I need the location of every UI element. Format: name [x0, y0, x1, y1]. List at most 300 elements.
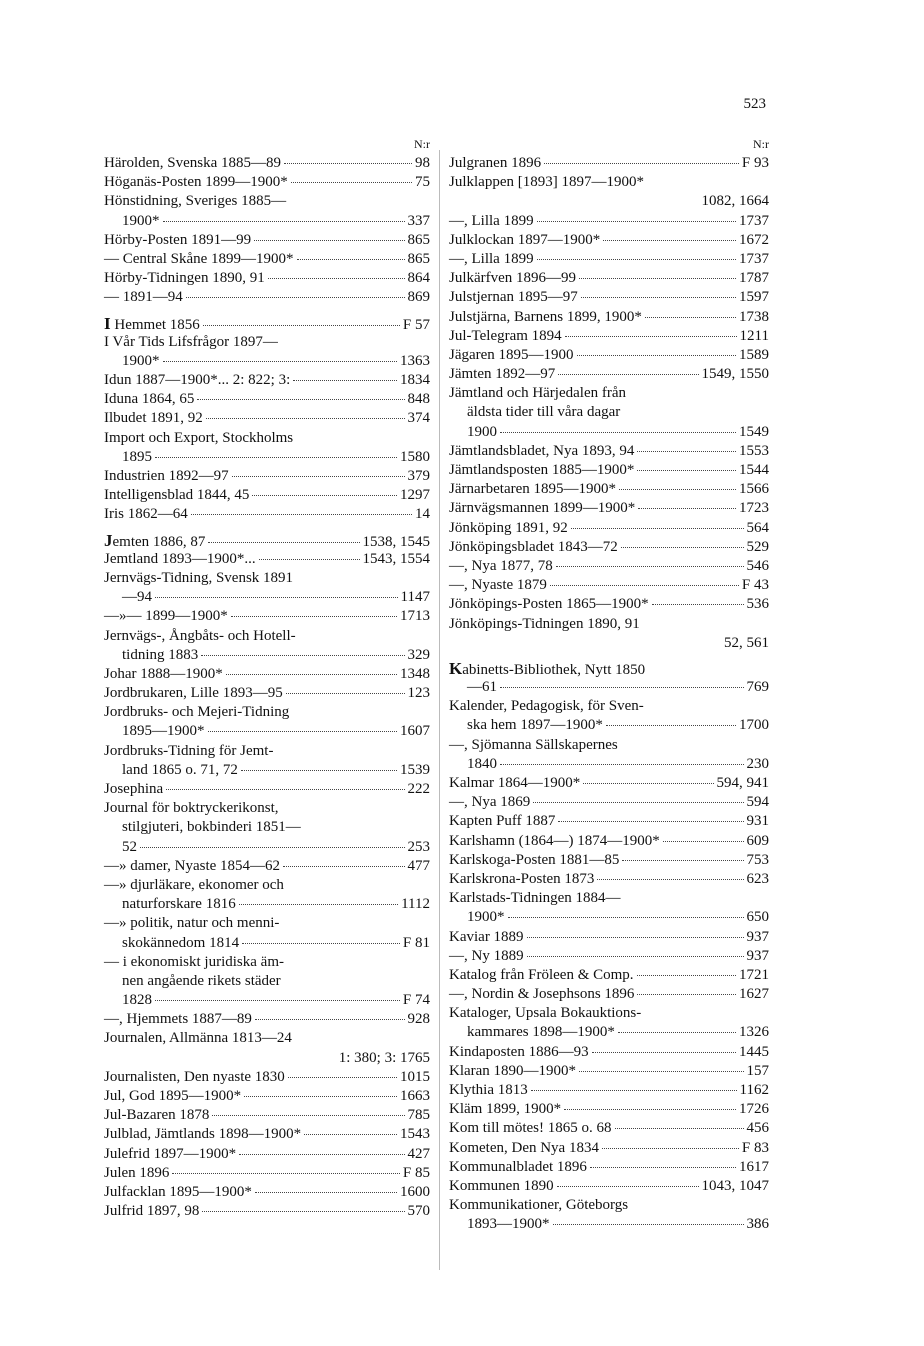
entry-title: —, Hjemmets 1887—89: [104, 1011, 252, 1028]
entry-title: Julefrid 1897—1900*: [104, 1145, 237, 1162]
entry-title: —»— 1899—1900*: [104, 608, 228, 625]
dot-leader: [583, 783, 713, 784]
entry-title-line: Jernvägs-, Ångbåts- och Hotell-: [104, 627, 296, 644]
entry-title: Intelligensblad 1844, 45: [104, 487, 250, 504]
entry-title: 52: [122, 838, 137, 855]
index-entry: [449, 423, 769, 442]
dot-leader: [556, 566, 744, 567]
dot-leader: [297, 259, 405, 260]
dot-leader: [242, 943, 400, 944]
index-entry: [449, 985, 769, 1004]
dot-leader: [286, 693, 405, 694]
dot-leader: [619, 489, 736, 490]
dot-leader: [293, 380, 397, 381]
index-entry: [449, 576, 769, 595]
index-entry: [104, 154, 430, 173]
index-entry: [449, 212, 769, 231]
entry-number: 123: [407, 685, 430, 702]
entry-title: Julen 1896: [104, 1164, 170, 1181]
index-entry: [449, 154, 769, 173]
index-entry: [104, 934, 430, 953]
entry-title: 1893—1900*: [467, 1216, 550, 1233]
index-entry: [449, 1081, 769, 1100]
entry-number: 379: [407, 468, 430, 484]
entry-number: 1738: [739, 308, 769, 325]
dot-leader: [550, 585, 739, 586]
entry-number: 337: [407, 212, 430, 229]
index-entry: [449, 928, 769, 947]
dot-leader: [602, 1148, 739, 1149]
entry-number: 1737: [739, 250, 769, 267]
entry-number: 1721: [739, 966, 769, 983]
entry-number: 928: [407, 1011, 430, 1028]
entry-title: —, Nya 1869: [449, 794, 531, 811]
entry-number: 427: [407, 1145, 430, 1162]
entry-number: 1723: [739, 500, 769, 517]
entry-number: F 83: [741, 1139, 769, 1156]
index-entry: [104, 780, 430, 799]
entry-title: 1840: [467, 755, 497, 772]
entry-title-line: Kataloger, Upsala Bokauktions-: [449, 1005, 642, 1022]
entry-number: 594: [746, 794, 769, 811]
index-entry: [104, 684, 430, 703]
entry-title: —, Ny 1889: [449, 947, 524, 964]
entry-number: 529: [746, 538, 769, 555]
dot-leader: [284, 163, 412, 164]
dot-leader: [197, 399, 404, 400]
page-number: 523: [743, 96, 766, 112]
entry-title: —» damer, Nyaste 1854—62: [104, 857, 281, 874]
index-entry: [449, 1177, 769, 1196]
dot-leader: [259, 559, 360, 560]
index-entry: [104, 665, 430, 684]
entry-title: Kommunen 1890: [449, 1177, 554, 1194]
index-entry: [104, 1087, 430, 1106]
entry-number: 374: [407, 410, 430, 427]
entry-number: 1713: [400, 608, 430, 625]
dot-leader: [208, 731, 398, 732]
entry-title: Jönköping 1891, 92: [449, 519, 568, 536]
entry-title-line: Jönköpings-Tidningen 1890, 91: [449, 615, 640, 632]
entry-title-line: Hönstidning, Sveriges 1885—: [104, 193, 287, 210]
entry-title: Ilbudet 1891, 92: [104, 410, 203, 427]
entry-title: Jordbrukaren, Lille 1893—95: [104, 685, 283, 702]
entry-title: 1828: [122, 992, 152, 1009]
index-entry: [449, 678, 769, 697]
entry-title: Jönköpings-Posten 1865—1900*: [449, 596, 649, 613]
entry-title: Järnarbetaren 1895—1900*: [449, 481, 617, 498]
dot-leader: [500, 764, 744, 765]
index-entry: [104, 371, 430, 390]
index-entry: [104, 448, 430, 467]
entry-title: Johar 1888—1900*: [104, 665, 223, 682]
dot-leader: [558, 374, 698, 375]
dot-leader: [533, 802, 743, 803]
index-entry: [104, 212, 430, 231]
entry-number: 1543, 1554: [362, 550, 430, 567]
dot-leader: [172, 1173, 399, 1174]
index-entry: [449, 557, 769, 576]
entry-number: 937: [746, 947, 769, 964]
dot-leader: [202, 1211, 404, 1212]
dot-leader: [622, 860, 743, 861]
entry-title: land 1865 o. 71, 72: [122, 761, 238, 778]
dot-leader: [579, 1071, 743, 1072]
index-entry: [104, 1183, 430, 1202]
entry-title: I Hemmet 1856: [104, 313, 200, 333]
index-entry: [104, 857, 430, 876]
column-header: N:r: [414, 137, 430, 151]
entry-title-line: Import och Export, Stockholms: [104, 429, 294, 446]
entry-number: 1043, 1047: [701, 1177, 769, 1194]
dot-leader: [255, 1192, 397, 1193]
dot-leader: [268, 278, 405, 279]
index-entry: [449, 327, 769, 346]
index-entry: [449, 1215, 769, 1234]
index-entry: [449, 755, 769, 774]
entry-number: F 93: [741, 155, 769, 171]
entry-number: F 85: [402, 1164, 430, 1181]
entry-title: —, Lilla 1899: [449, 250, 534, 267]
entry-title: Industrien 1892—97: [104, 468, 229, 484]
dot-leader: [212, 1115, 404, 1116]
index-entry: [449, 308, 769, 327]
dot-leader: [500, 432, 736, 433]
entry-title-line: —» djurläkare, ekonomer och: [104, 876, 284, 893]
entry-title: Julblad, Jämtlands 1898—1900*: [104, 1126, 302, 1143]
entry-title: —61: [467, 679, 497, 696]
entry-title: Julfrid 1897, 98: [104, 1203, 200, 1220]
index-entry: [449, 851, 769, 870]
entry-number: 564: [746, 519, 769, 536]
dot-leader: [603, 240, 736, 241]
dot-leader: [621, 547, 744, 548]
entry-number: 157: [746, 1062, 769, 1079]
dot-leader: [163, 361, 398, 362]
index-entry: [449, 908, 769, 927]
dot-leader: [527, 956, 744, 957]
entry-title-line: Kabinetts-Bibliothek, Nytt 1850: [449, 658, 646, 678]
dot-leader: [652, 604, 744, 605]
dot-leader: [590, 1167, 736, 1168]
entry-number: 1607: [400, 723, 430, 740]
dot-leader: [571, 528, 744, 529]
entry-title: Kindaposten 1886—93: [449, 1043, 589, 1060]
entry-number: 570: [407, 1203, 430, 1220]
index-entry: [449, 365, 769, 384]
entry-number: 1597: [739, 289, 769, 306]
entry-number: 1553: [739, 442, 769, 459]
entry-title: —94: [122, 589, 152, 606]
dot-leader: [537, 259, 736, 260]
entry-number: 865: [407, 231, 430, 248]
entry-title: —, Lilla 1899: [449, 212, 534, 229]
entry-number: F 43: [741, 577, 769, 594]
entry-title: 1895—1900*: [122, 723, 205, 740]
index-entry: [449, 250, 769, 269]
entry-number-line: 1: 380; 3: 1765: [338, 1049, 430, 1066]
dot-leader: [527, 937, 744, 938]
entry-title: Jemten 1886, 87: [104, 530, 206, 550]
entry-number: 609: [746, 832, 769, 849]
entry-number: 1538, 1545: [362, 533, 430, 550]
entry-number: 1445: [739, 1043, 769, 1060]
entry-number: 785: [407, 1107, 430, 1124]
entry-title: Karlskrona-Posten 1873: [449, 870, 595, 887]
entry-number: 1539: [400, 761, 430, 778]
dot-leader: [638, 508, 736, 509]
entry-title: skokännedom 1814: [122, 934, 240, 951]
dot-leader: [155, 457, 397, 458]
index-entry: [449, 595, 769, 614]
dot-leader: [155, 1000, 400, 1001]
index-entry: [449, 1119, 769, 1138]
dot-leader: [239, 904, 398, 905]
entry-title: Jönköpingsbladet 1843—72: [449, 538, 618, 555]
index-entry: [449, 812, 769, 831]
dot-leader: [637, 975, 736, 976]
entry-title-line: Jordbruks-Tidning för Jemt-: [104, 742, 274, 759]
index-entry: [449, 1139, 769, 1158]
entry-number: 1015: [400, 1068, 430, 1085]
dot-leader: [592, 1052, 736, 1053]
index-entry: [449, 1043, 769, 1062]
entry-title: Julstjernan 1895—97: [449, 289, 578, 306]
index-column-right: [449, 134, 769, 1235]
entry-number: 1663: [400, 1088, 430, 1104]
entry-number: 329: [407, 646, 430, 663]
dot-leader: [226, 674, 397, 675]
entry-title: naturforskare 1816: [122, 896, 236, 913]
index-entry: [104, 1106, 430, 1125]
entry-title: Karlshamn (1864—) 1874—1900*: [449, 832, 660, 849]
entry-number: 1566: [739, 481, 769, 498]
entry-title: Jul-Telegram 1894: [449, 327, 562, 344]
entry-title-line: nen angående rikets städer: [122, 972, 281, 989]
entry-title: — Central Skåne 1899—1900*: [104, 250, 294, 267]
entry-title: Hörby-Posten 1891—99: [104, 231, 252, 248]
column-header: N:r: [753, 137, 769, 151]
entry-number: 1834: [400, 372, 430, 389]
entry-number: 75: [415, 174, 430, 191]
entry-title: 1900*: [122, 352, 160, 369]
entry-number: 1326: [739, 1024, 769, 1041]
entry-number: 1589: [739, 346, 769, 363]
dot-leader: [166, 789, 404, 790]
entry-title-line: Julklappen [1893] 1897—1900*: [449, 174, 644, 191]
entry-number: 253: [407, 838, 430, 855]
entry-title: Klythia 1813: [449, 1082, 528, 1098]
dot-leader: [244, 1096, 397, 1097]
dot-leader: [186, 297, 405, 298]
dot-leader: [508, 917, 744, 918]
dot-leader: [637, 470, 736, 471]
index-entry: [449, 269, 769, 288]
index-entry: [104, 269, 430, 288]
index-entry: [104, 531, 430, 550]
entry-title: Journalisten, Den nyaste 1830: [104, 1068, 285, 1085]
entry-title: Karlskoga-Posten 1881—85: [449, 851, 620, 868]
entry-number: 1544: [739, 462, 769, 478]
entry-number: 1363: [400, 352, 430, 369]
entry-number: 1617: [739, 1158, 769, 1175]
entry-title: Kalmar 1864—1900*: [449, 775, 581, 791]
entry-title: Julgranen 1896: [449, 155, 542, 171]
dot-leader: [581, 297, 736, 298]
entry-title: Josephina: [104, 781, 164, 797]
entry-number: 1672: [739, 231, 769, 248]
entry-title-line: Journal för boktryckerikonst,: [104, 800, 279, 817]
dot-leader: [637, 451, 736, 452]
entry-title: Järnvägsmannen 1899—1900*: [449, 500, 636, 517]
dot-leader: [558, 821, 743, 822]
entry-list-right: [449, 154, 769, 1235]
dot-leader: [206, 418, 405, 419]
dot-leader: [553, 1224, 744, 1225]
entry-title: Jägaren 1895—1900: [449, 346, 574, 363]
index-entry: [449, 716, 769, 735]
entry-title: Jul-Bazaren 1878: [104, 1107, 210, 1124]
entry-title: Kometen, Den Nya 1834: [449, 1139, 599, 1156]
entry-number: 1737: [739, 212, 769, 229]
entry-title: Katalog från Fröleen & Comp.: [449, 966, 634, 983]
entry-number: 623: [746, 870, 769, 887]
dot-leader: [291, 182, 412, 183]
entry-number: 1787: [739, 270, 769, 287]
entry-title: Julfacklan 1895—1900*: [104, 1183, 252, 1200]
index-entry: [104, 505, 430, 524]
entry-number: 1162: [739, 1082, 769, 1098]
entry-title-line: Kalender, Pedagogisk, för Sven-: [449, 698, 644, 715]
entry-title: Jul, God 1895—1900*: [104, 1088, 242, 1104]
index-entry: [449, 1100, 769, 1119]
entry-title: —, Nordin & Josephsons 1896: [449, 986, 635, 1003]
index-entry: [449, 870, 769, 889]
index-entry: [104, 1202, 430, 1221]
entry-number: 1348: [400, 665, 430, 682]
entry-number: 1700: [739, 717, 769, 734]
index-entry: [449, 461, 769, 480]
index-entry: [104, 607, 430, 626]
index-entry: [104, 991, 430, 1010]
entry-number: F 81: [402, 934, 430, 951]
dot-leader: [537, 221, 736, 222]
index-entry: [104, 250, 430, 269]
entry-number: 937: [746, 928, 769, 945]
index-entry: [449, 499, 769, 518]
dot-leader: [288, 1077, 397, 1078]
entry-number: 546: [746, 557, 769, 574]
entry-number: 1112: [401, 896, 430, 913]
entry-number: 14: [415, 506, 430, 523]
index-entry: [104, 646, 430, 665]
entry-number: 1211: [739, 327, 769, 344]
entry-title: Höganäs-Posten 1899—1900*: [104, 174, 288, 191]
entry-title: —, Nya 1877, 78: [449, 557, 553, 574]
index-entry: [449, 966, 769, 985]
entry-number: 769: [746, 679, 769, 696]
index-entry: [104, 838, 430, 857]
dot-leader: [597, 879, 743, 880]
entry-number: 865: [407, 250, 430, 267]
index-entry: [449, 519, 769, 538]
entry-number: 1543: [400, 1126, 430, 1143]
entry-number-line: 1082, 1664: [701, 193, 769, 210]
dot-leader: [577, 355, 736, 356]
entry-title-line: —» politik, natur och menni-: [104, 915, 280, 932]
dot-leader: [637, 994, 736, 995]
entry-number: 931: [746, 813, 769, 830]
entry-title: Jämten 1892—97: [449, 366, 556, 383]
entry-title: ska hem 1897—1900*: [467, 717, 603, 734]
entry-number: 1549: [739, 423, 769, 440]
index-entry: [104, 409, 430, 428]
dot-leader: [191, 514, 412, 515]
entry-title: — 1891—94: [104, 289, 183, 306]
index-entry: [104, 550, 430, 569]
entry-number: 1726: [739, 1101, 769, 1118]
index-entry: [104, 231, 430, 250]
index-entry: [104, 1125, 430, 1144]
entry-title: kammares 1898—1900*: [467, 1024, 615, 1041]
index-entry: [104, 1010, 430, 1029]
entry-title: Jämtlandsposten 1885—1900*: [449, 462, 635, 478]
index-entry: [104, 1164, 430, 1183]
dot-leader: [155, 597, 398, 598]
entry-number: 230: [746, 755, 769, 772]
index-entry: [449, 442, 769, 461]
dot-leader: [140, 847, 405, 848]
dot-leader: [618, 1032, 736, 1033]
entry-number: 222: [407, 781, 430, 797]
dot-leader: [565, 336, 737, 337]
entry-number: 477: [407, 857, 430, 874]
index-entry: [104, 173, 430, 192]
index-entry: [104, 588, 430, 607]
entry-title-line: Jämtland och Härjedalen från: [449, 385, 627, 402]
index-entry: [104, 1145, 430, 1164]
index-entry: [449, 231, 769, 250]
dot-leader: [252, 495, 397, 496]
dot-leader: [283, 866, 404, 867]
dot-leader: [208, 542, 359, 543]
index-entry: [449, 832, 769, 851]
dot-leader: [254, 240, 404, 241]
entry-number: F 57: [402, 316, 430, 333]
index-entry: [104, 761, 430, 780]
entry-title: 1895: [122, 448, 152, 465]
dot-leader: [557, 1186, 699, 1187]
entry-number: F 74: [402, 992, 430, 1009]
index-entry: [104, 895, 430, 914]
entry-title-line: Karlstads-Tidningen 1884—: [449, 890, 621, 907]
entry-number: 753: [746, 851, 769, 868]
entry-title: Julkärfven 1896—99: [449, 270, 577, 287]
index-entry: [104, 314, 430, 333]
dot-leader: [606, 725, 736, 726]
dot-leader: [500, 687, 744, 688]
entry-number: 386: [746, 1216, 769, 1233]
entry-title-line: — i ekonomiskt juridiska äm-: [104, 953, 284, 970]
entry-number: 848: [407, 391, 430, 408]
dot-leader: [564, 1109, 736, 1110]
entry-number: 1580: [400, 448, 430, 465]
index-entry: [449, 1062, 769, 1081]
index-entry: [449, 947, 769, 966]
dot-leader: [663, 841, 744, 842]
entry-title: 1900*: [467, 909, 505, 926]
index-entry: [104, 722, 430, 741]
